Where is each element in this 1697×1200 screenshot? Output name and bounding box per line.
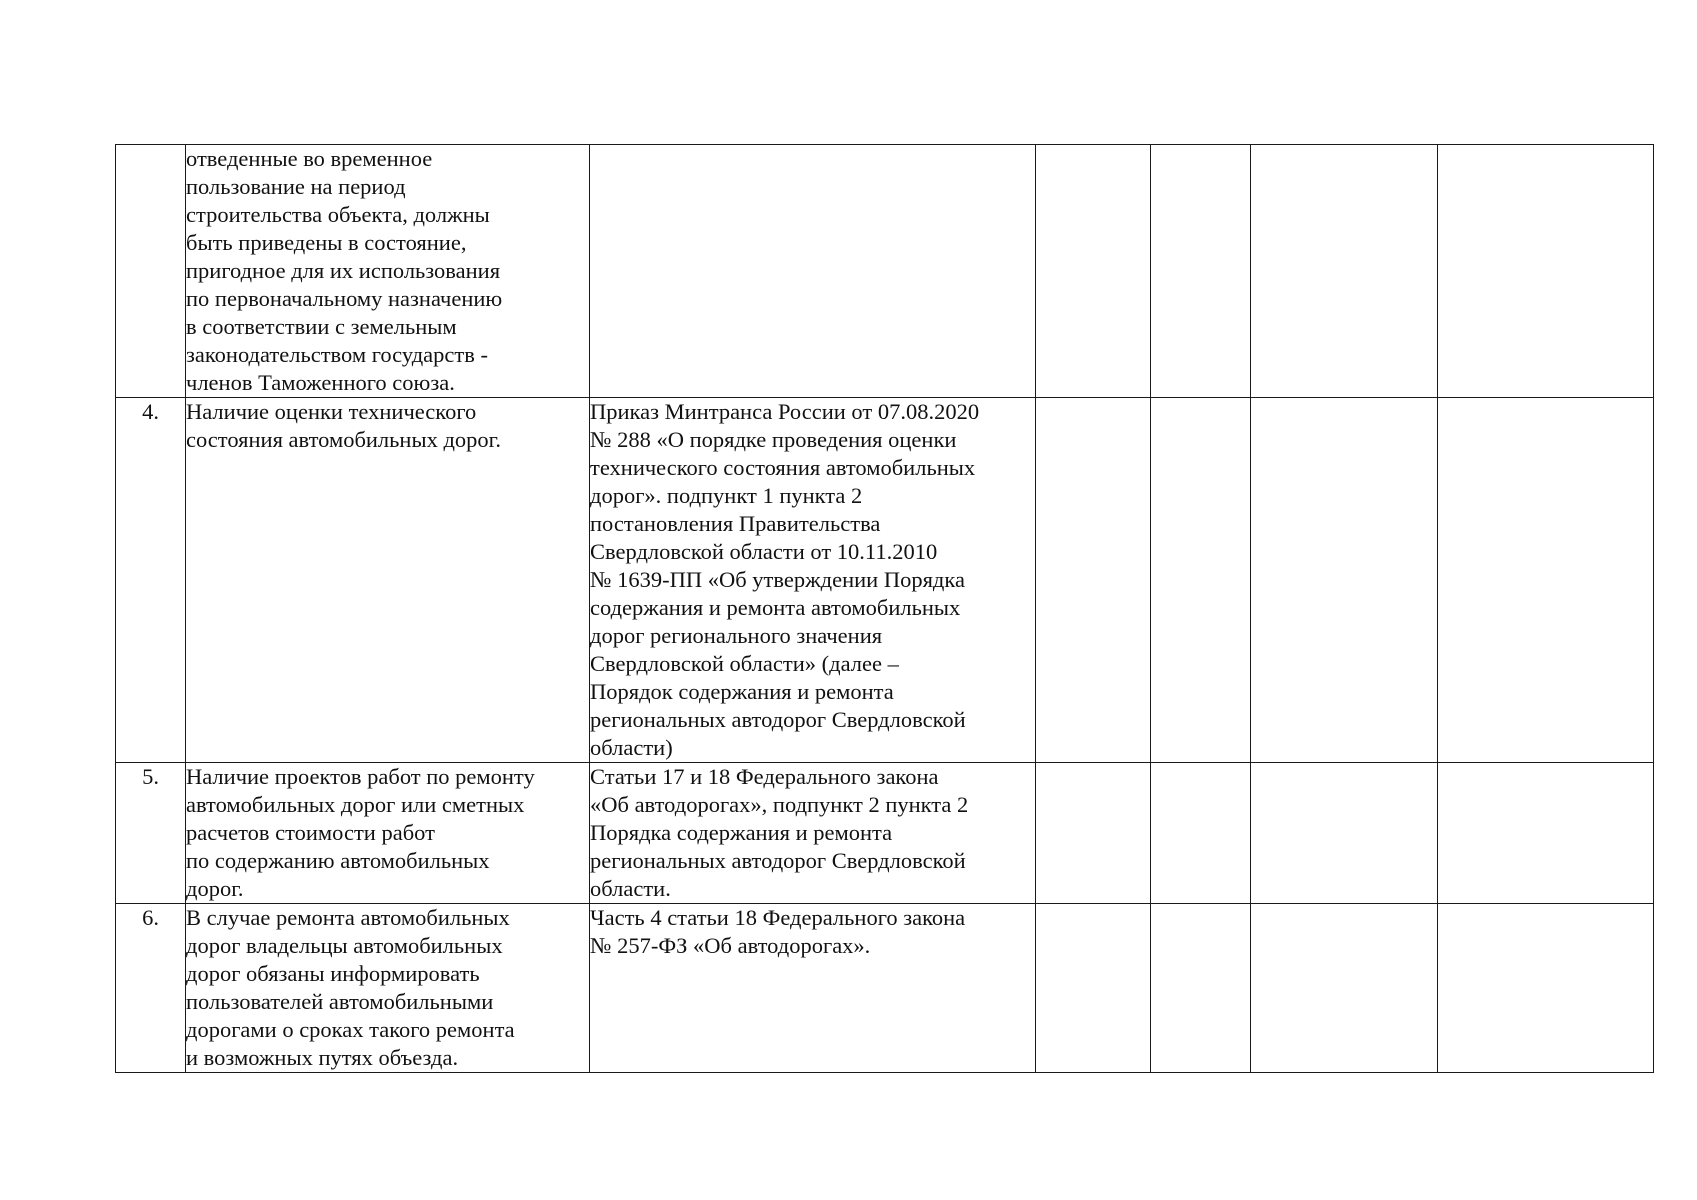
requirement-text: отведенные во временное пользование на период строительства объекта, должны быть приведены в состояние, пригодное для их использования по первоначальному назначению в соответствии с земельным законодательством государств - членов Таможенного союза.	[186, 145, 590, 398]
requirement-text: Наличие оценки технического состояния автомобильных дорог.	[186, 398, 590, 763]
legal-reference	[590, 145, 1036, 398]
answer-not-applicable-cell	[1251, 904, 1438, 1073]
note-cell	[1438, 763, 1654, 904]
note-cell	[1438, 904, 1654, 1073]
item-number: 6.	[116, 904, 186, 1073]
table-row	[116, 763, 1654, 904]
answer-no-cell	[1151, 763, 1251, 904]
answer-not-applicable-cell	[1251, 398, 1438, 763]
item-number: 5.	[116, 763, 186, 904]
legal-reference: Статьи 17 и 18 Федерального закона «Об автодорогах», подпункт 2 пункта 2 Порядка содержания и ремонта региональных автодорог Свердловской области.	[590, 763, 1036, 904]
answer-yes-cell	[1036, 398, 1151, 763]
requirement-text: В случае ремонта автомобильных дорог владельцы автомобильных дорог обязаны информировать пользователей автомобильными дорогами о сроках такого ремонта и возможных путях объезда.	[186, 904, 590, 1073]
legal-reference: Приказ Минтранса России от 07.08.2020 № 288 «О порядке проведения оценки технического состояния автомобильных дорог». подпункт 1 пункта 2 постановления Правительства Свердловской области от 10.11.2010 № 1639-ПП «Об утверждении Порядка содержания и ремонта автомобильных дорог регионального значения Свердловской области» (далее – Порядок содержания и ремонта региональных автодорог Свердловской области)	[590, 398, 1036, 763]
answer-yes-cell	[1036, 904, 1151, 1073]
table-row	[116, 904, 1654, 1073]
answer-no-cell	[1151, 398, 1251, 763]
legal-reference: Часть 4 статьи 18 Федерального закона № 257-ФЗ «Об автодорогах».	[590, 904, 1036, 1073]
answer-yes-cell	[1036, 145, 1151, 398]
requirement-text: Наличие проектов работ по ремонту автомобильных дорог или сметных расчетов стоимости работ по содержанию автомобильных дорог.	[186, 763, 590, 904]
answer-yes-cell	[1036, 763, 1151, 904]
answer-not-applicable-cell	[1251, 763, 1438, 904]
note-cell	[1438, 398, 1654, 763]
answer-no-cell	[1151, 145, 1251, 398]
answer-no-cell	[1151, 904, 1251, 1073]
note-cell	[1438, 145, 1654, 398]
checklist-table	[115, 144, 1654, 1073]
table-row	[116, 145, 1654, 398]
item-number	[116, 145, 186, 398]
item-number: 4.	[116, 398, 186, 763]
answer-not-applicable-cell	[1251, 145, 1438, 398]
table-row	[116, 398, 1654, 763]
